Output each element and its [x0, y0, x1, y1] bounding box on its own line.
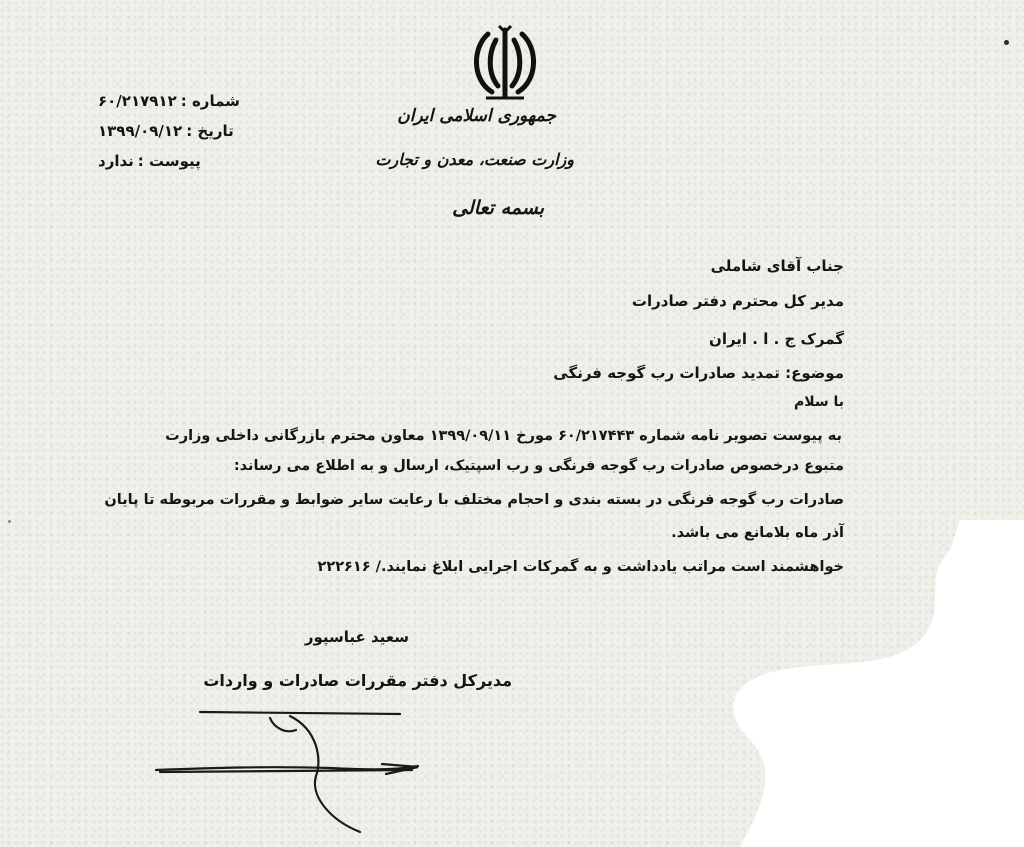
handwritten-signature — [150, 700, 430, 840]
addressee-name: جناب آقای شاملی — [710, 257, 844, 275]
body-line-4: آذر ماه بلامانع می باشد. — [671, 525, 844, 541]
attachment-value: ندارد — [98, 152, 134, 170]
attachment-label: پیوست : — [137, 152, 201, 170]
body-line-2: متبوع درخصوص صادرات رب گوجه فرنگی و رب اسپتیک، ارسال و به اطلاع می رساند: — [233, 458, 844, 474]
body-line-3: صادرات رب گوجه فرنگی در بسته بندی و احجام مختلف با رعایت سایر ضوابط و مقررات مربوطه تا پایان — [104, 492, 844, 508]
redaction-blot — [720, 520, 1024, 847]
number-label: شماره : — [180, 92, 240, 110]
scan-speck — [8, 520, 11, 523]
date-label: تاریخ : — [186, 122, 234, 140]
signer-name: سعید عباسپور — [304, 628, 409, 646]
body-line-1: به پیوست تصویر نامه شماره ۶۰/۲۱۷۴۴۳ مورخ ۱۳۹۹/۰۹/۱۱ معاون محترم بازرگانی داخلی وزارت — [165, 428, 842, 444]
date-value: ۱۳۹۹/۰۹/۱۲ — [98, 122, 183, 140]
letter-meta — [98, 92, 268, 182]
letter-greeting: با سلام — [793, 394, 844, 410]
body-line-5: خواهشمند است مراتب یادداشت و به گمرکات اجرایی ابلاغ نمایند./ ۲۲۲۶۱۶ — [317, 559, 844, 575]
ministry-heading: وزارت صنعت، معدن و تجارت — [375, 150, 574, 169]
date-row — [98, 122, 268, 152]
scan-speck — [1004, 40, 1009, 45]
signer-title: مدیرکل دفتر مقررات صادرات و واردات — [203, 671, 512, 690]
iran-emblem-icon — [466, 22, 544, 104]
number-value: ۶۰/۲۱۷۹۱۲ — [98, 92, 177, 110]
republic-heading: جمهوری اسلامی ایران — [397, 106, 556, 126]
letter-subject: موضوع: تمدید صادرات رب گوجه فرنگی — [553, 364, 844, 382]
number-row — [98, 92, 268, 122]
attachment-row — [98, 152, 268, 182]
addressee-position: مدیر کل محترم دفتر صادرات — [631, 292, 844, 310]
addressee-organization: گمرک ج . ا . ایران — [709, 330, 844, 348]
invocation-heading: بسمه تعالی — [452, 197, 544, 219]
